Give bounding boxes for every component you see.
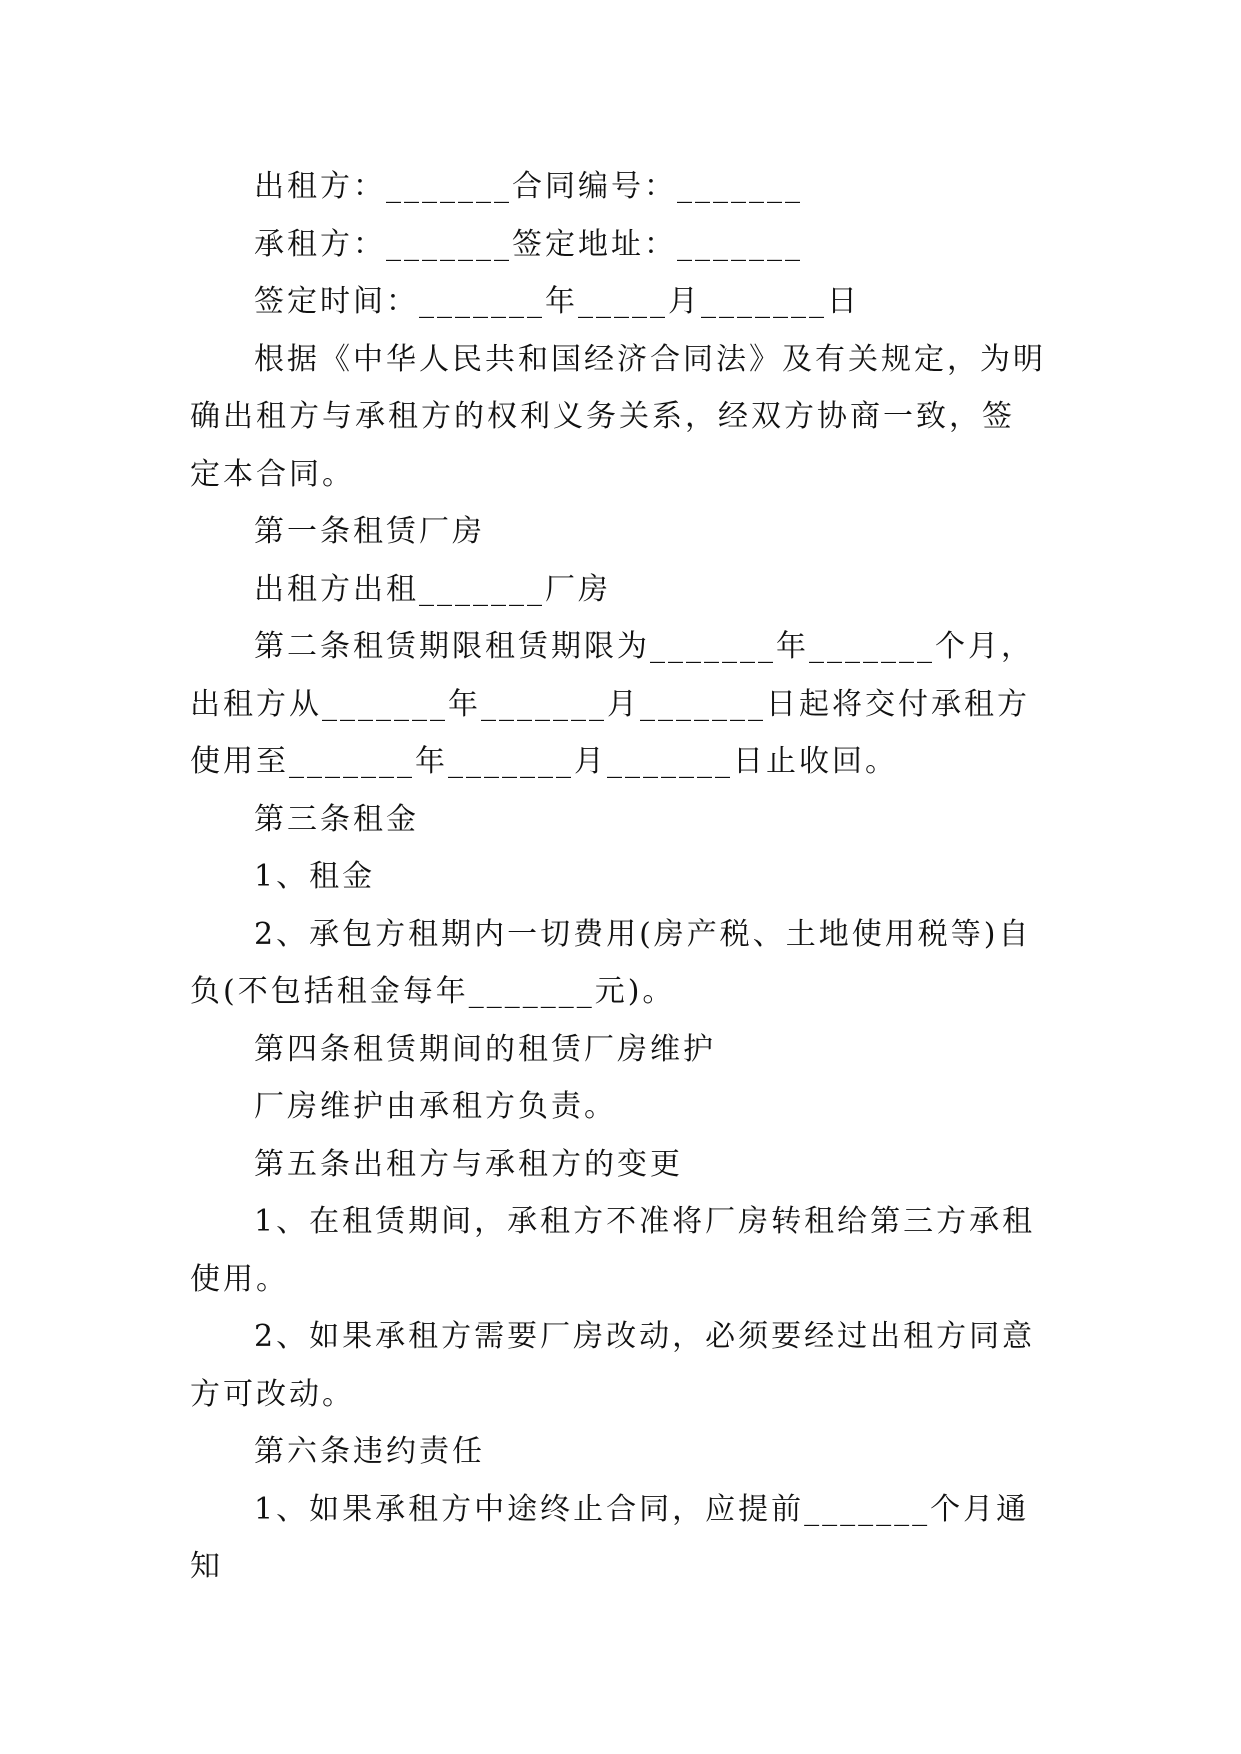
lessor-and-contract-number-line: 出租方：_______合同编号：_______ bbox=[254, 169, 803, 204]
article-3-heading: 第三条租金 bbox=[254, 801, 419, 837]
article-5-item-2: 2、如果承租方需要厂房改动，必须要经过出租方同意方可改动。 bbox=[190, 1319, 1036, 1412]
preamble-paragraph: 根据《中华人民共和国经济合同法》及有关规定，为明确出租方与承租方的权利义务关系，经双方协商一致，签定本合同。 bbox=[190, 341, 1046, 492]
article-3-item-1: 1、租金 bbox=[254, 859, 376, 894]
article-5-item-1: 1、在租赁期间，承租方不准将厂房转租给第三方承租使用。 bbox=[190, 1204, 1036, 1297]
article-1-body: 出租方出租_______厂房 bbox=[254, 571, 611, 607]
document-body bbox=[190, 158, 1046, 1596]
article-6-item-1: 1、如果承租方中途终止合同，应提前_______个月通知 bbox=[190, 1491, 1030, 1584]
lessee-and-signing-address-line: 承租方：_______签定地址：_______ bbox=[254, 226, 803, 262]
article-3-item-2: 2、承包方租期内一切费用(房产税、土地使用税等)自负(不包括租金每年_______元)。 bbox=[190, 916, 1032, 1009]
article-4-body: 厂房维护由承租方负责。 bbox=[254, 1089, 617, 1124]
signing-date-line: 签定时间：_______年_____月_______日 bbox=[254, 284, 860, 319]
article-5-heading: 第五条出租方与承租方的变更 bbox=[254, 1146, 683, 1182]
article-6-heading: 第六条违约责任 bbox=[254, 1434, 485, 1469]
article-2-paragraph: 第二条租赁期限租赁期限为_______年_______个月，出租方从_______年_______月_______日起将交付承租方使用至_______年_______月_______日止收回。 bbox=[190, 629, 1034, 779]
article-1-heading: 第一条租赁厂房 bbox=[254, 514, 485, 549]
article-4-heading: 第四条租赁期间的租赁厂房维护 bbox=[254, 1031, 716, 1067]
